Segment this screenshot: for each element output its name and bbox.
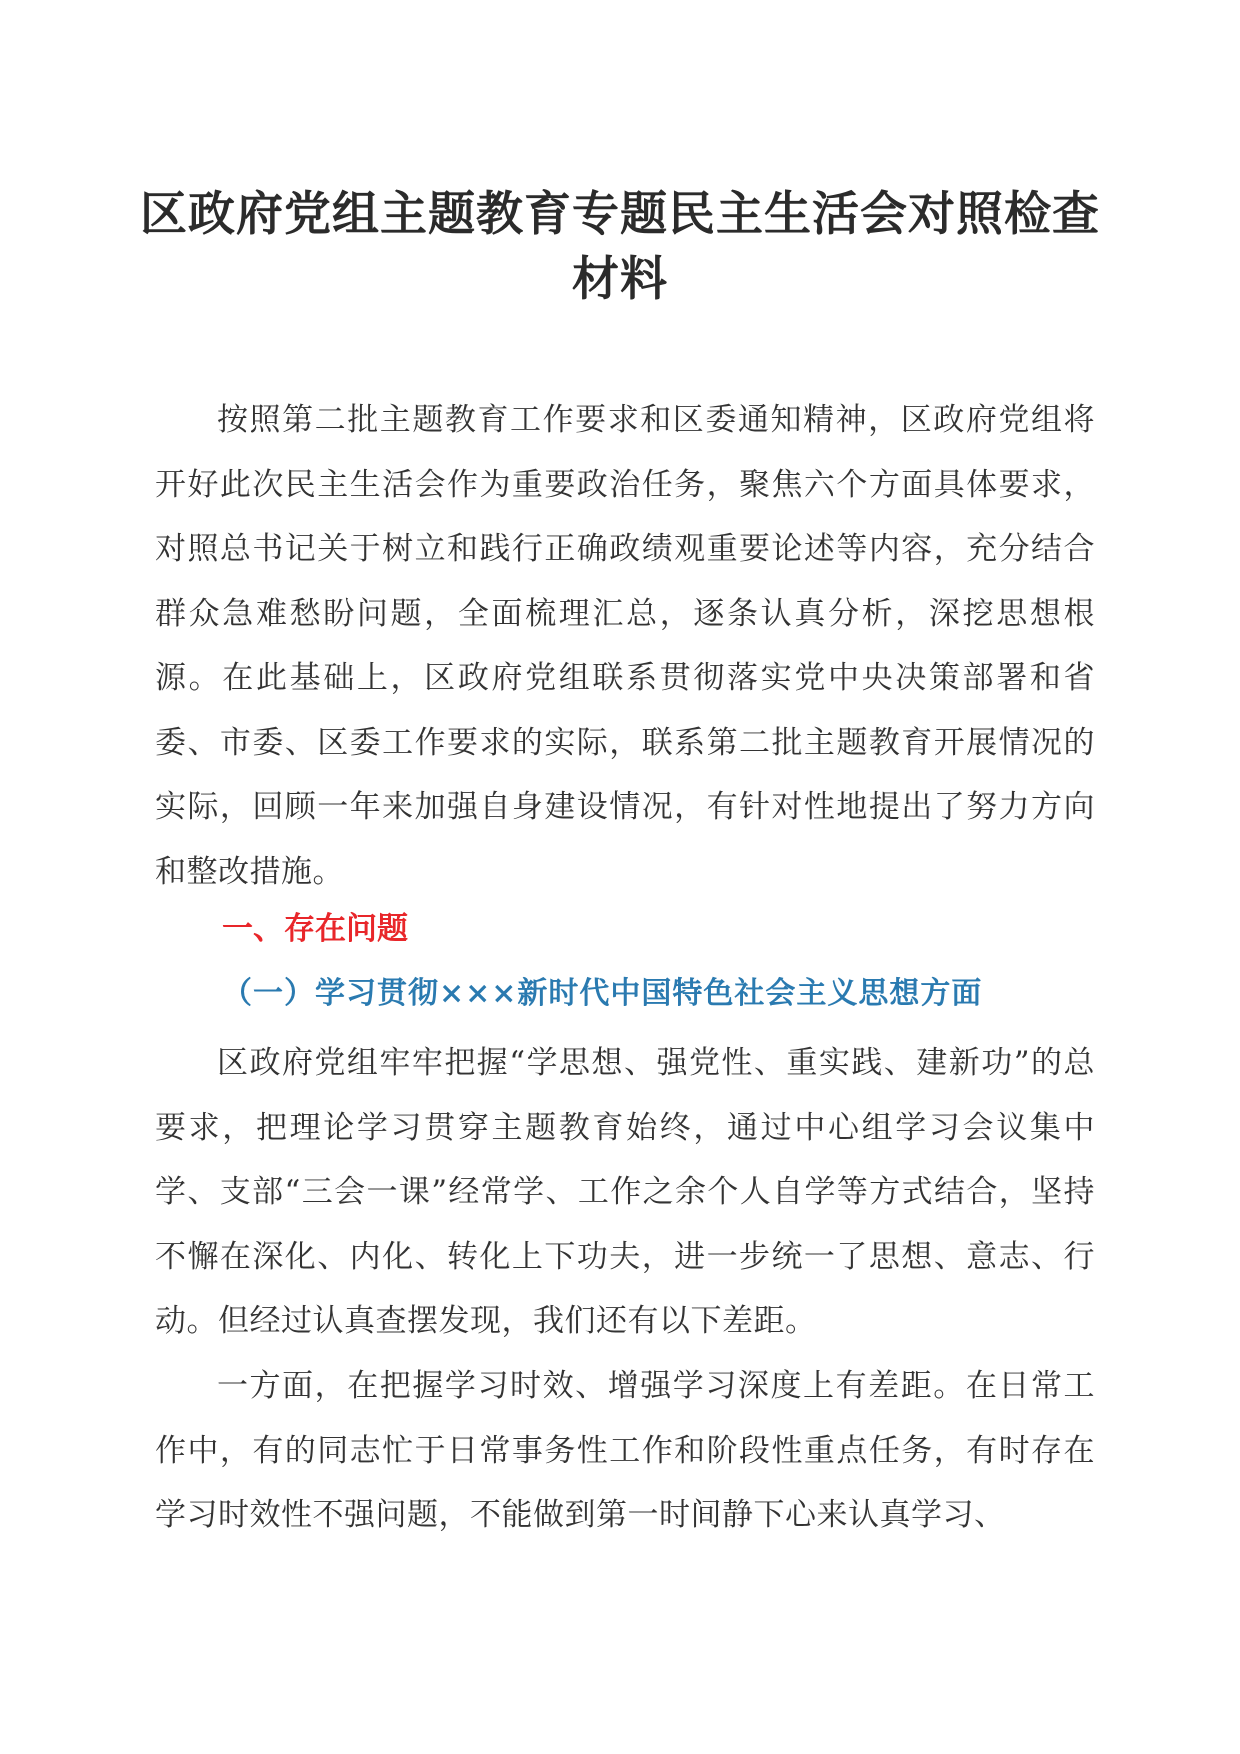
intro-paragraph: 按照第二批主题教育工作要求和区委通知精神，区政府党组将开好此次民主生活会作为重要政治任务，聚焦六个方面具体要求，对照总书记关于树立和践行正确政绩观重要论述等内容，充分结合群众急难愁盼问题，全面梳理汇总，逐条认真分析，深挖思想根源。在此基础上，区政府党组联系贯彻落实党中央决策部署和省委、市委、区委工作要求的实际，联系第二批主题教育开展情况的实际，回顾一年来加强自身建设情况，有针对性地提出了努力方向和整改措施。 <box>155 402 1095 890</box>
section-heading-problems: 一、存在问题 <box>222 911 408 947</box>
body-paragraph-gap: 一方面，在把握学习时效、增强学习深度上有差距。在日常工作中，有的同志忙于日常事务性工作和阶段性重点任务，有时存在学习时效性不强问题，不能做到第一时间静下心来认真学习、 <box>155 1368 1095 1533</box>
subsection-heading-study: （一）学习贯彻×××新时代中国特色社会主义思想方面 <box>222 976 983 1011</box>
document-title: 区政府党组主题教育专题民主生活会对照检查材料 <box>140 187 1100 307</box>
body-paragraph-study: 区政府党组牢牢把握“学思想、强党性、重实践、建新功”的总要求，把理论学习贯穿主题教育始终，通过中心组学习会议集中学、支部“三会一课”经常学、工作之余个人自学等方式结合，坚持不懈在深化、内化、转化上下功夫，进一步统一了思想、意志、行动。但经过认真查摆发现，我们还有以下差距。 <box>155 1045 1095 1339</box>
